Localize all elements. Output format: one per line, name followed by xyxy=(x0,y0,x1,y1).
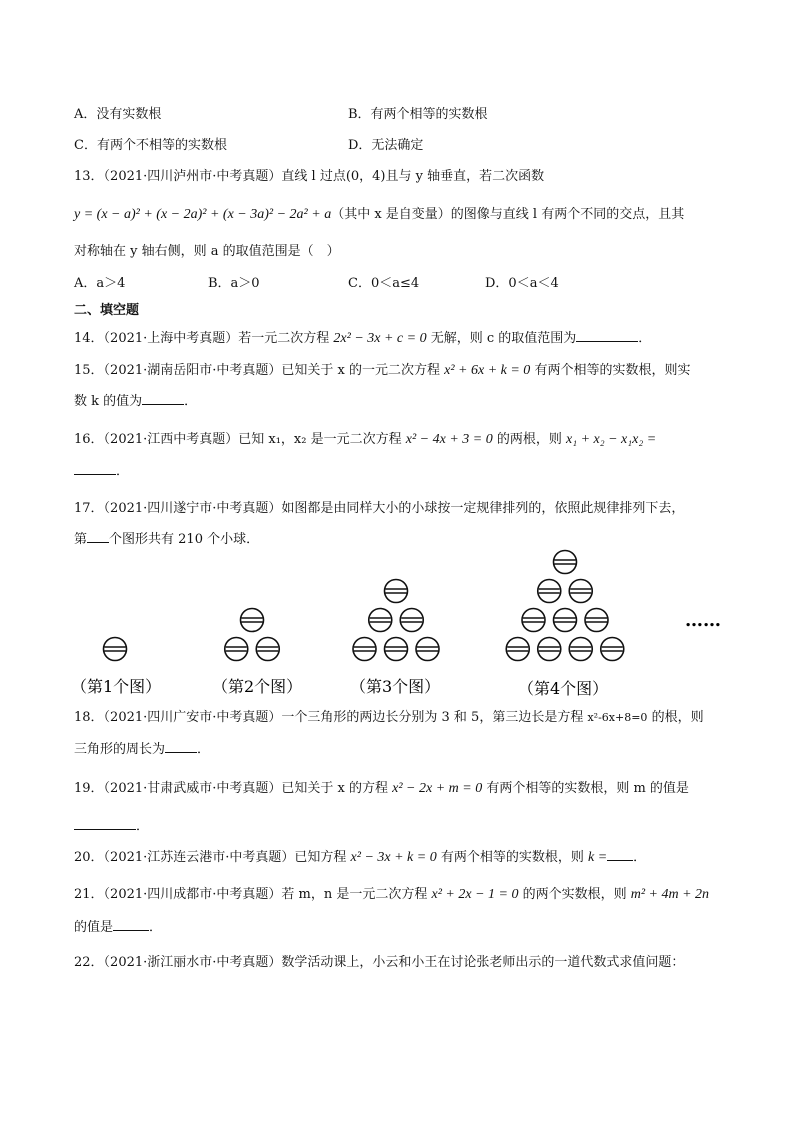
figure-label-1: （第1个图） xyxy=(71,677,162,696)
q16-answer-blank[interactable] xyxy=(74,462,116,475)
q13-line1: 13．（2021·四川泸州市·中考真题）直线 l 过点(0，4)且与 y 轴垂直，若二次函数 xyxy=(74,169,545,184)
q14-post: 无解，则 c 的取值范围为 xyxy=(426,331,577,346)
q16-pre: 16．（2021·江西中考真题）已知 x₁，x₂ 是一元二次方程 xyxy=(74,432,406,447)
q19-answer-blank[interactable] xyxy=(74,817,136,830)
q16-post: 的两根，则 xyxy=(492,432,566,447)
q18-post: 的根，则 xyxy=(647,710,704,725)
ball xyxy=(601,638,624,661)
q13-option-d: D．0＜a＜4 xyxy=(485,276,559,291)
ball xyxy=(400,609,423,632)
q15-formula: x² + 6x + k = 0 xyxy=(444,363,531,378)
q12-option-a: A．没有实数根 xyxy=(74,107,162,122)
ball xyxy=(554,551,577,574)
section-heading: 二、填空题 xyxy=(74,303,140,318)
ball xyxy=(538,580,561,603)
q21-post: 的两个实数根，则 xyxy=(518,887,631,902)
q21-line2-text: 的值是 xyxy=(74,920,114,935)
q19-pre: 19．（2021·甘肃武威市·中考真题）已知关于 x 的方程 xyxy=(74,781,393,796)
q16-formula: x² − 4x + 3 = 0 xyxy=(405,432,493,447)
ball xyxy=(416,638,439,661)
q20-end: ． xyxy=(633,850,647,865)
ball xyxy=(241,609,264,632)
ball xyxy=(385,638,408,661)
q21-line1 xyxy=(74,883,709,903)
q14-pre: 14．（2021·上海中考真题）若一元二次方程 xyxy=(74,331,334,346)
q18-pre: 18．（2021·四川广安市·中考真题）一个三角形的两边长分别为 3 和 5，第三边长是方程 xyxy=(74,710,588,725)
q19-line1 xyxy=(74,777,689,797)
q16-line2 xyxy=(74,460,129,479)
q21-end: ． xyxy=(149,920,163,935)
q15-line1 xyxy=(74,359,690,379)
q13-option-c: C．0＜a≤4 xyxy=(348,276,420,291)
q14-formula: 2x² − 3x + c = 0 xyxy=(333,331,427,346)
q16-end: ． xyxy=(116,464,130,479)
q18-line2-text: 三角形的周长为 xyxy=(74,742,166,757)
q20-formula2: k = xyxy=(587,850,608,865)
ball xyxy=(585,609,608,632)
q12-option-b: B．有两个相等的实数根 xyxy=(348,107,488,122)
ball xyxy=(569,638,592,661)
q13-line2-rest: （其中 x 是自变量）的图像与直线 l 有两个不同的交点，且其 xyxy=(331,207,685,222)
q19-post: 有两个相等的实数根，则 m 的值是 xyxy=(482,781,689,796)
ball xyxy=(369,609,392,632)
q20-post: 有两个相等的实数根，则 xyxy=(436,850,588,865)
ball xyxy=(538,638,561,661)
q21-formula: x² + 2x − 1 = 0 xyxy=(431,887,519,902)
q17-ball-figure xyxy=(0,540,794,705)
q14 xyxy=(74,327,651,347)
figure-label-2: （第2个图） xyxy=(212,677,303,696)
ball xyxy=(256,638,279,661)
ball xyxy=(522,609,545,632)
q19-line2 xyxy=(74,815,149,834)
ball xyxy=(104,638,127,661)
ball xyxy=(225,638,248,661)
q18-line1 xyxy=(74,706,704,725)
q15-line2-text: 数 k 的值为 xyxy=(74,394,143,409)
q15-line2 xyxy=(74,390,197,409)
q12-option-c: C．有两个不相等的实数根 xyxy=(74,138,227,153)
q18-answer-blank[interactable] xyxy=(165,740,197,753)
q18-formula: x²-6x+8=0 xyxy=(587,711,648,724)
ball xyxy=(554,609,577,632)
q20-answer-blank[interactable] xyxy=(607,848,633,861)
q18-end: ． xyxy=(197,742,211,757)
q22-line1: 22．（2021·浙江丽水市·中考真题）数学活动课上，小云和小王在讨论张老师出示的一道代数式求值问题： xyxy=(74,955,685,970)
ball xyxy=(353,638,376,661)
figure-label-3: （第3个图） xyxy=(350,677,441,696)
q14-end: ． xyxy=(638,331,652,346)
q16-formula2: x₁ + x₂ − x₁x₂ = xyxy=(565,432,657,447)
ball xyxy=(506,638,529,661)
q13-formula: y = (x − a)² + (x − 2a)² + (x − 3a)² − 2a² + a xyxy=(74,207,332,222)
q13-line2 xyxy=(74,203,684,223)
q21-answer-blank[interactable] xyxy=(113,918,149,931)
q17-line2-post: 个图形共有 210 个小球． xyxy=(109,532,260,547)
q20-pre: 20．（2021·江苏连云港市·中考真题）已知方程 xyxy=(74,850,351,865)
figure-ellipsis: …… xyxy=(685,610,721,631)
q13-option-a: A．a＞4 xyxy=(74,276,126,291)
q15-end: ． xyxy=(184,394,198,409)
q15-post: 有两个相等的实数根，则实 xyxy=(530,363,691,378)
q17-line2-pre: 第 xyxy=(74,532,88,547)
q20-formula: x² − 3x + k = 0 xyxy=(350,850,437,865)
q13-line3: 对称轴在 y 轴右侧，则 a 的取值范围是（ ） xyxy=(74,244,340,259)
q18-line2 xyxy=(74,738,210,757)
figure-label-4: （第4个图） xyxy=(518,679,609,698)
q15-pre: 15．（2021·湖南岳阳市·中考真题）已知关于 x 的一元二次方程 xyxy=(74,363,445,378)
q17-line1: 17．（2021·四川遂宁市·中考真题）如图都是由同样大小的小球按一定规律排列的，依照此规律排列下去， xyxy=(74,501,685,516)
q19-end: ． xyxy=(136,819,150,834)
ball xyxy=(385,580,408,603)
q21-line2 xyxy=(74,916,162,935)
q21-formula2: m² + 4m + 2n xyxy=(630,887,710,902)
q13-option-b: B．a＞0 xyxy=(208,276,260,291)
q15-answer-blank[interactable] xyxy=(142,392,184,405)
ball xyxy=(569,580,592,603)
q20 xyxy=(74,846,646,866)
q16-line1 xyxy=(74,428,656,448)
q12-option-d: D．无法确定 xyxy=(348,138,424,153)
q21-pre: 21．（2021·四川成都市·中考真题）若 m，n 是一元二次方程 xyxy=(74,887,432,902)
q19-formula: x² − 2x + m = 0 xyxy=(392,781,483,796)
q14-answer-blank[interactable] xyxy=(576,329,638,342)
